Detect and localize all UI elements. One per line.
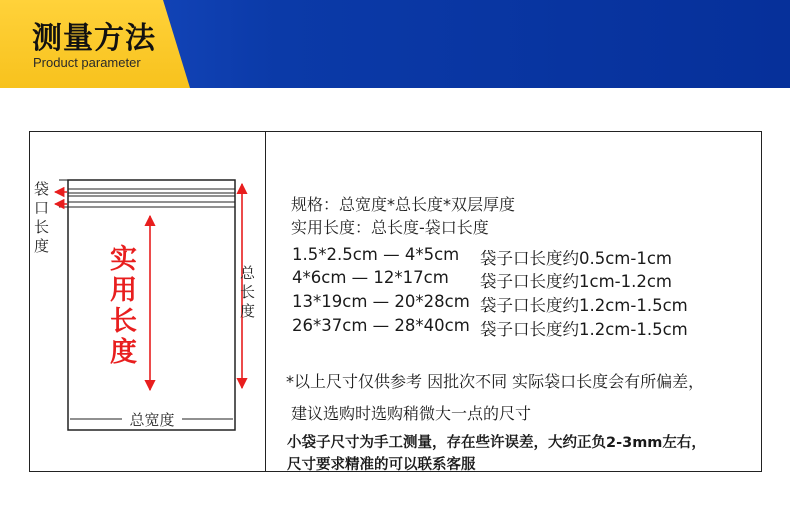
total-width-label: 总宽度 [129,411,175,429]
size-row-4: 26*37cm — 28*40cm [292,316,470,335]
header-banner [0,0,790,88]
spec-line-1: 规格：总宽度*总长度*双层厚度 [291,195,516,214]
opening-label-char-4: 度 [34,237,50,255]
note-line-4: 尺寸要求精准的可以联系客服 [287,457,476,473]
size-row-1: 1.5*2.5cm — 4*5cm [292,245,460,264]
opening-row-2: 袋子口长度约1cm-1.2cm [480,272,672,291]
opening-label-char-2: 口 [34,199,50,217]
total-length-char-3: 度 [240,302,256,320]
note-line-3: 小袋子尺寸为手工测量，存在些许误差，大约正负2-3mm左右， [287,435,706,451]
opening-row-4: 袋子口长度约1.2cm-1.5cm [480,320,688,339]
spec-line-2: 实用长度：总长度-袋口长度 [291,218,489,237]
opening-label-char-1: 袋 [34,180,50,198]
total-length-char-2: 长 [240,283,256,301]
total-length-char-1: 总 [240,264,256,282]
page-subtitle: Product parameter [33,55,141,70]
usable-label-char-3: 长 [110,306,137,337]
usable-label-char-1: 实 [110,244,137,275]
frame-divider [265,131,266,472]
size-row-3: 13*19cm — 20*28cm [292,292,470,311]
bag-measurement-diagram [30,132,265,471]
usable-label-char-2: 用 [110,275,137,306]
opening-label-char-3: 长 [34,218,50,236]
note-line-1: *以上尺寸仅供参考 因批次不同 实际袋口长度会有所偏差， [286,372,705,391]
usable-label-char-4: 度 [110,337,137,368]
note-line-2: 建议选购时选购稍微大一点的尺寸 [291,404,532,423]
page-title: 测量方法 [32,21,156,56]
opening-row-3: 袋子口长度约1.2cm-1.5cm [480,296,688,315]
opening-row-1: 袋子口长度约0.5cm-1cm [480,249,672,268]
size-row-2: 4*6cm — 12*17cm [292,268,449,287]
bag-outline [68,180,235,430]
